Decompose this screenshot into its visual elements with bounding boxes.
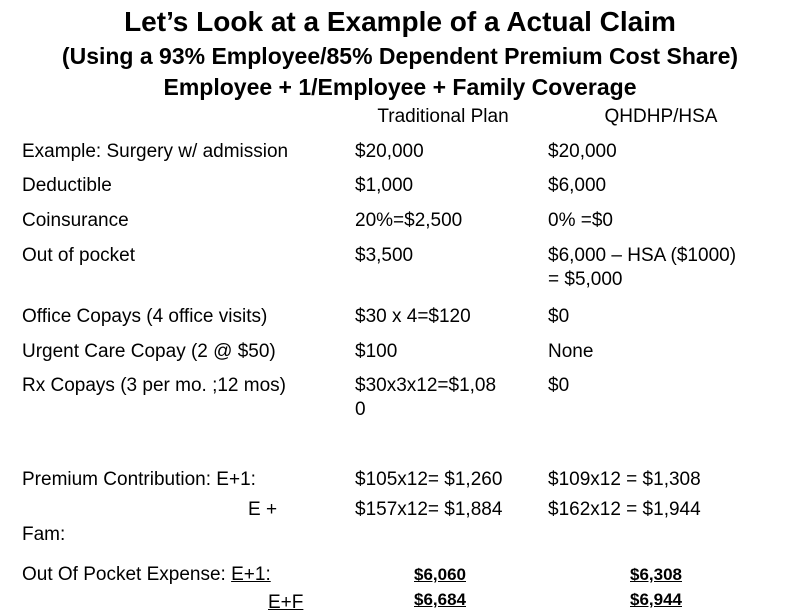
slide-title: Let’s Look at a Example of a Actual Claim bbox=[124, 6, 676, 37]
oop-expense-label-e1: E+1: bbox=[231, 564, 271, 585]
oop-hdhp-e1-value: $6,308 bbox=[630, 565, 682, 584]
column-header-hdhp: QHDHP/HSA bbox=[604, 106, 718, 127]
row-label-deductible: Deductible bbox=[22, 175, 112, 196]
row-hdhp-surgery: $20,000 bbox=[548, 141, 617, 162]
slide-subtitle-coverage: Employee + 1/Employee + Family Coverage bbox=[163, 74, 637, 100]
row-traditional-deductible: $1,000 bbox=[355, 175, 414, 196]
row-label-coinsurance: Coinsurance bbox=[22, 210, 129, 231]
row-hdhp-out-of-pocket-line1: $6,000 – HSA ($1000) bbox=[548, 245, 737, 266]
row-traditional-rx-copays-line1: $30x3x12=$1,08 bbox=[355, 375, 497, 396]
row-label-office-copays: Office Copays (4 office visits) bbox=[22, 306, 268, 327]
row-hdhp-urgent-care: None bbox=[548, 341, 594, 362]
row-label-rx-copays: Rx Copays (3 per mo. ;12 mos) bbox=[22, 375, 286, 396]
row-hdhp-coinsurance: 0% =$0 bbox=[548, 210, 613, 231]
premium-label-fam-part1: E + bbox=[248, 499, 278, 520]
row-traditional-surgery: $20,000 bbox=[355, 141, 424, 162]
row-traditional-office-copays: $30 x 4=$120 bbox=[355, 306, 471, 327]
oop-traditional-fam-value: $6,684 bbox=[414, 590, 466, 609]
row-hdhp-rx-copays: $0 bbox=[548, 375, 570, 396]
row-label-out-of-pocket: Out of pocket bbox=[22, 245, 136, 266]
oop-expense-label bbox=[22, 563, 271, 587]
premium-label-e1: Premium Contribution: E+1: bbox=[22, 469, 256, 490]
oop-hdhp-fam-value: $6,944 bbox=[630, 590, 682, 609]
oop-expense-label-text: Out Of Pocket Expense: bbox=[22, 564, 232, 585]
row-traditional-out-of-pocket: $3,500 bbox=[355, 245, 414, 266]
premium-traditional-fam: $157x12= $1,884 bbox=[355, 499, 503, 520]
row-label-urgent-care: Urgent Care Copay (2 @ $50) bbox=[22, 341, 276, 362]
premium-hdhp-e1: $109x12 = $1,308 bbox=[548, 469, 701, 490]
row-hdhp-out-of-pocket-line2: = $5,000 bbox=[548, 269, 623, 290]
row-hdhp-office-copays: $0 bbox=[548, 306, 570, 327]
premium-hdhp-fam: $162x12 = $1,944 bbox=[548, 499, 701, 520]
row-traditional-rx-copays-line2: 0 bbox=[355, 399, 366, 420]
oop-traditional-e1-value: $6,060 bbox=[414, 565, 466, 584]
premium-label-fam-part2: Fam: bbox=[22, 524, 66, 545]
oop-hdhp-e1 bbox=[630, 563, 682, 587]
row-traditional-coinsurance: 20%=$2,500 bbox=[355, 210, 463, 231]
oop-expense-label-fam: E+F bbox=[268, 592, 304, 613]
oop-traditional-fam bbox=[414, 588, 466, 612]
oop-hdhp-fam bbox=[630, 588, 682, 612]
row-hdhp-deductible: $6,000 bbox=[548, 175, 607, 196]
slide-subtitle-cost-share: (Using a 93% Employee/85% Dependent Premium Cost Share) bbox=[61, 43, 739, 69]
premium-traditional-e1: $105x12= $1,260 bbox=[355, 469, 503, 490]
column-header-traditional: Traditional Plan bbox=[377, 106, 509, 127]
row-traditional-urgent-care: $100 bbox=[355, 341, 398, 362]
oop-traditional-e1 bbox=[414, 563, 466, 587]
row-label-surgery: Example: Surgery w/ admission bbox=[22, 141, 289, 162]
